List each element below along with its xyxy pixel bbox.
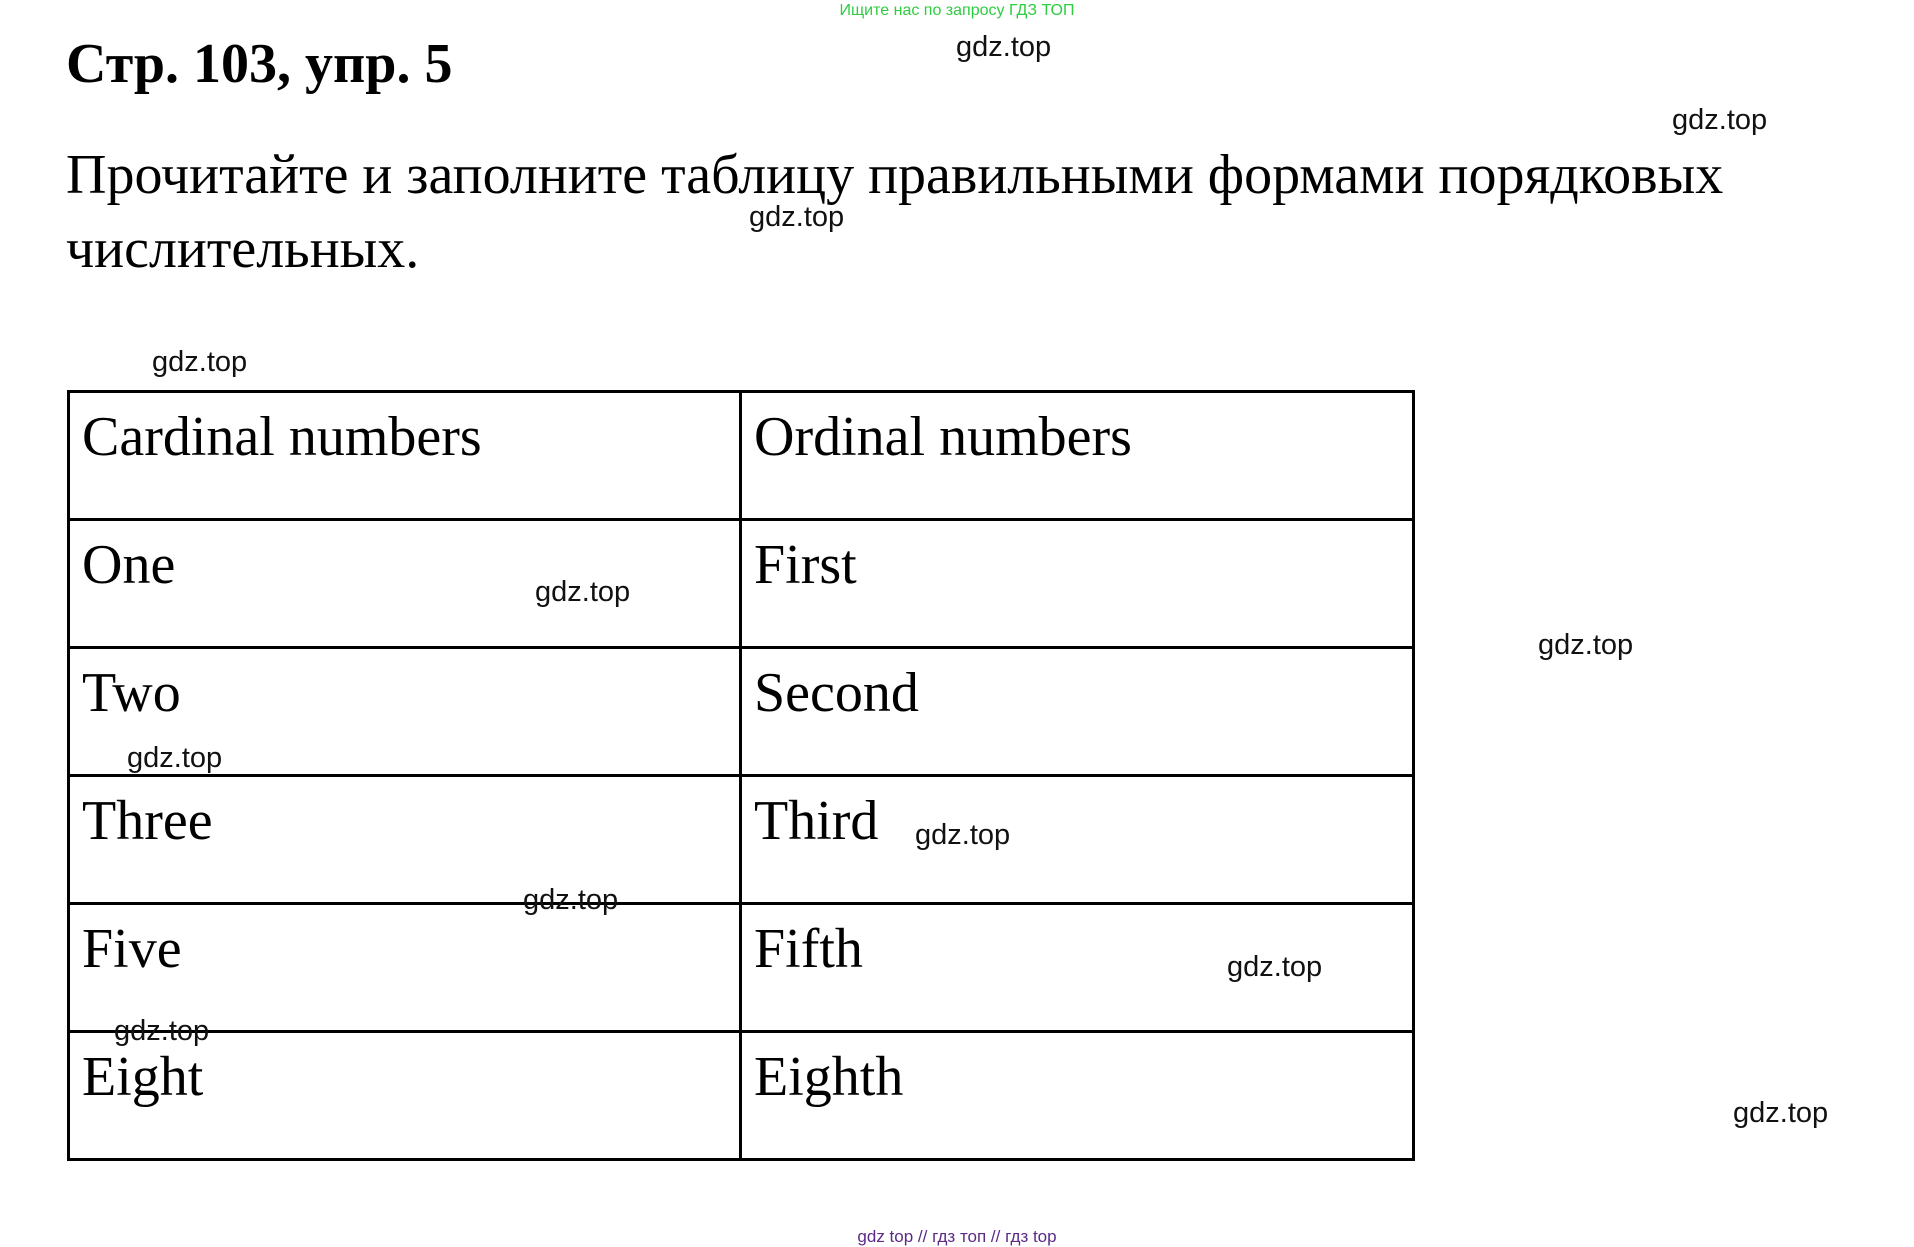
watermark: gdz.top xyxy=(915,819,1011,851)
ordinal-cell: Fifth xyxy=(741,904,1414,1032)
ordinal-cell: Third xyxy=(741,776,1414,904)
cardinal-cell: Five xyxy=(69,904,741,1032)
table-row xyxy=(69,904,1414,1032)
watermark: gdz.top xyxy=(127,742,223,774)
exercise-instruction: Прочитайте и заполните таблицу правильными формами порядковых числительных. xyxy=(66,144,1724,280)
watermark: gdz.top xyxy=(523,884,619,916)
table-row xyxy=(69,520,1414,648)
page-title: Стр. 103, упр. 5 xyxy=(66,33,453,95)
watermark: gdz.top xyxy=(1227,951,1323,983)
table-header-row xyxy=(69,392,1414,520)
header-cardinal: Cardinal numbers xyxy=(69,392,741,520)
cardinal-cell: Two xyxy=(69,648,741,776)
watermark: gdz.top xyxy=(114,1015,210,1047)
ordinal-cell: First xyxy=(741,520,1414,648)
table-row xyxy=(69,648,1414,776)
watermark: gdz.top xyxy=(1538,629,1634,661)
table-row xyxy=(69,776,1414,904)
ordinal-cell: Second xyxy=(741,648,1414,776)
table-row xyxy=(69,1032,1414,1160)
cardinal-cell: Three xyxy=(69,776,741,904)
watermark: gdz.top xyxy=(749,201,845,233)
watermark: gdz.top xyxy=(152,346,248,378)
watermark: gdz.top xyxy=(1672,104,1768,136)
header-ordinal: Ordinal numbers xyxy=(741,392,1414,520)
footer-caption: gdz top // гдз топ // гдз top xyxy=(857,1227,1057,1246)
watermark: gdz.top xyxy=(956,31,1052,63)
cardinal-cell: One xyxy=(69,520,741,648)
cardinal-cell: Eight xyxy=(69,1032,741,1160)
top-banner: Ищите нас по запросу ГДЗ ТОП xyxy=(839,2,1075,19)
watermark: gdz.top xyxy=(535,576,631,608)
watermark: gdz.top xyxy=(1733,1097,1829,1129)
numbers-table xyxy=(67,390,1415,1161)
ordinal-cell: Eighth xyxy=(741,1032,1414,1160)
